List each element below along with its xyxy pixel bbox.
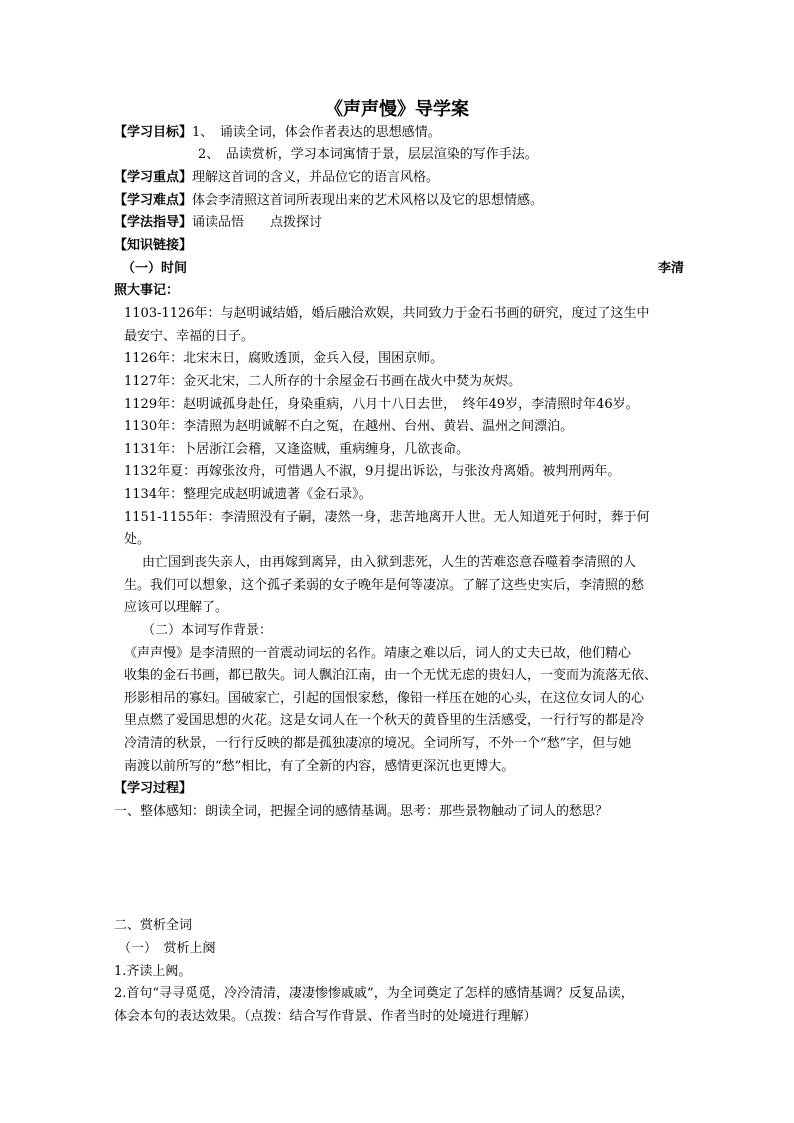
method-tag: 【学法指导】 bbox=[114, 215, 193, 230]
question-2-line-2: 体会本句的表达效果。（点拨：结合写作背景、作者当时的处境进行理解） bbox=[114, 1009, 537, 1024]
event-line: 1151-1155年：李清照没有子嗣，凄然一身，悲苦地离开人世。无人知道死于何时，葬于何 bbox=[124, 510, 650, 525]
background-line: 收集的金石书画，都已散失。词人飘泊江南，由一个无忧无虑的贵妇人，一变而为流落无依、 bbox=[124, 668, 658, 683]
summary-line: 由亡国到丧失亲人，由再嫁到离异，由入狱到悲死，人生的苦难恣意吞噬着李清照的人 bbox=[142, 555, 637, 570]
summary-line: 生。我们可以想象，这个孤孑柔弱的女子晚年是何等凄凉。了解了这些史实后，李清照的愁 bbox=[124, 578, 645, 593]
question-1: 1.齐读上阙。 bbox=[114, 964, 192, 979]
event-line: 1103-1126年：与赵明诚结婚，婚后融洽欢娱，共同致力于金石书画的研究，度过了这生中 bbox=[124, 306, 650, 321]
background-line: 形影相吊的寡妇。国破家亡，引起的国恨家愁，像铅一样压在她的心头，在这位女词人的心 bbox=[124, 691, 645, 706]
event-line: 1134年：整理完成赵明诚遗著《金石录》。 bbox=[124, 487, 372, 502]
event-line: 最安宁、幸福的日子。 bbox=[124, 329, 255, 344]
objectives-tag: 【学习目标】 bbox=[114, 125, 193, 140]
event-line: 1127年：金灭北宋，二人所存的十余屋金石书画在战火中焚为灰烬。 bbox=[124, 374, 522, 389]
process-tag: 【学习过程】 bbox=[114, 781, 193, 796]
difficulties-line bbox=[114, 192, 684, 210]
question-2-line-1: 2.首句“寻寻觅觅，冷冷清清，凄凄惨惨戚戚”，为全词奠定了怎样的感情基调？反复品读， bbox=[114, 986, 634, 1001]
timeline-heading-line2: 照大事记： bbox=[114, 283, 180, 298]
background-heading: （二）本词写作背景： bbox=[142, 623, 273, 638]
process-part-2: 二、赏析全词 bbox=[114, 918, 193, 933]
event-line: 1132年夏：再嫁张汝舟，可惜遇人不淑，9月提出诉讼，与张汝舟离婚。被判刑两年。 bbox=[124, 464, 621, 479]
key-points-text: 理解这首词的含义，并品位它的语言风格。 bbox=[192, 170, 440, 185]
key-points-line bbox=[114, 169, 684, 187]
process-part-1: 一、整体感知：朗读全词，把握全词的感情基调。思考：那些景物触动了词人的愁思？ bbox=[114, 804, 609, 819]
summary-line: 应该可以理解了。 bbox=[124, 600, 229, 615]
timeline-heading-left: （一）时间 bbox=[122, 261, 188, 276]
objective-item-2: 2、 品读赏析，学习本词寓情于景，层层渲染的写作手法。 bbox=[198, 147, 538, 162]
timeline-heading-right: 李清 bbox=[657, 261, 684, 276]
difficulties-tag: 【学习难点】 bbox=[114, 193, 193, 208]
process-sub-1: （一） 赏析上阕 bbox=[118, 941, 216, 956]
background-line: 冷清清的秋景，一行行反映的都是孤独凄凉的境况。全词所写，不外一个“愁”字，但与她 bbox=[124, 736, 632, 751]
key-points-tag: 【学习重点】 bbox=[114, 170, 193, 185]
event-line: 1131年：卜居浙江会稽，又逢盗贼，重病缠身，几欲丧命。 bbox=[124, 442, 470, 457]
method-line bbox=[114, 214, 684, 232]
background-line: 南渡以前所写的“愁”相比，有了全新的内容，感情更深沉也更博大。 bbox=[124, 759, 515, 774]
difficulties-text: 体会李清照这首词所表现出来的艺术风格以及它的思想情感。 bbox=[192, 193, 544, 208]
objective-item-1: 1、 诵读全词，体会作者表达的思想感情。 bbox=[192, 125, 441, 140]
background-line: 里点燃了爱国思想的火花。这是女词人在一个秋天的黄昏里的生活感受，一行行写的都是冷 bbox=[124, 713, 645, 728]
knowledge-tag: 【知识链接】 bbox=[114, 238, 193, 253]
event-line: 1129年：赵明诚孤身赴任，身染重病，八月十八日去世， 终年49岁，李清照时年46岁。 bbox=[124, 397, 639, 412]
method-text: 诵读品悟 点拨探讨 bbox=[192, 215, 323, 230]
page-title: 《声声慢》导学案 bbox=[325, 99, 469, 120]
objectives-line-1 bbox=[114, 124, 684, 142]
event-line: 1130年：李清照为赵明诚解不白之冤，在越州、台州、黄岩、温州之间漂泊。 bbox=[124, 419, 574, 434]
event-line: 1126年：北宋末日，腐败透顶，金兵入侵，围困京师。 bbox=[124, 351, 444, 366]
background-line: 《声声慢》是李清照的一首震动词坛的名作。靖康之难以后，词人的丈夫已故，他们精心 bbox=[124, 646, 632, 661]
event-line: 处。 bbox=[124, 532, 151, 547]
